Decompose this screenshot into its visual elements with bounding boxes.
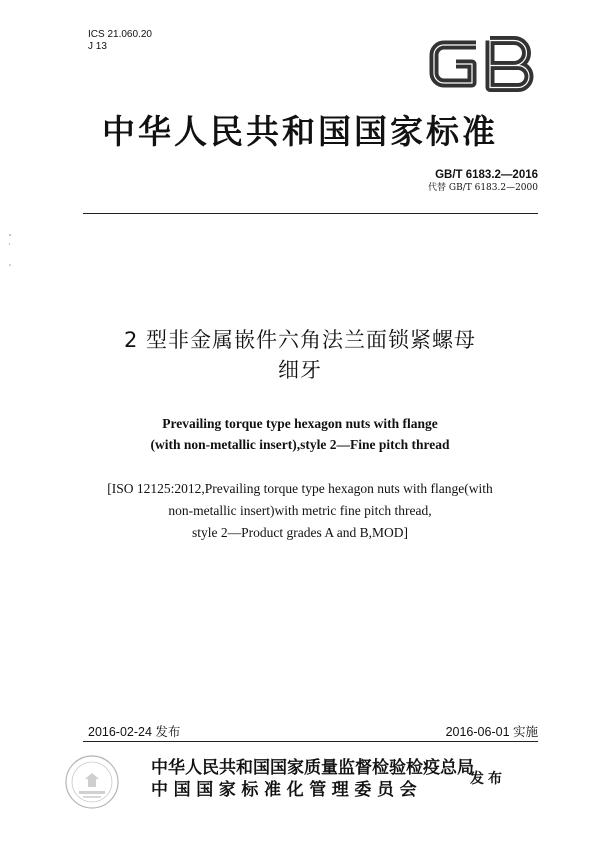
chinese-title [0, 325, 600, 385]
official-seal-icon [63, 753, 121, 811]
publish-label: 发布 [470, 771, 506, 787]
footer-divider [83, 741, 538, 742]
iso-reference-line3: style 2—Product grades A and B,MOD] [192, 525, 408, 540]
issuer-aqsiq: 中华人民共和国国家质量监督检验检疫总局 [151, 758, 474, 778]
issuing-authorities [151, 757, 474, 801]
chinese-title-line1: 2 型非金属嵌件六角法兰面锁紧螺母 [123, 328, 477, 352]
standard-category-title: 中华人民共和国国家标准 [102, 112, 498, 151]
classification-codes [88, 29, 152, 53]
scan-marks [7, 232, 13, 272]
issuer-sac: 中国国家标准化管理委员会 [151, 780, 423, 800]
english-title [0, 413, 600, 455]
issue-date: 2016-02-24 发布 [88, 725, 181, 739]
gb-logo-icon [428, 36, 538, 92]
header-divider [83, 213, 538, 214]
ics-code: ICS 21.060.20 [88, 29, 152, 40]
chinese-title-line2: 细牙 [278, 358, 322, 382]
ccs-code: J 13 [88, 41, 107, 52]
iso-reference-line1: [ISO 12125:2012,Prevailing torque type hexagon nuts with flange(with [107, 481, 493, 496]
english-title-line1: Prevailing torque type hexagon nuts with flange [162, 416, 438, 431]
english-title-line2: (with non-metallic insert),style 2—Fine pitch thread [150, 437, 450, 452]
replaces-standard: 代替 GB/T 6183.2—2000 [428, 183, 538, 193]
standard-number: GB/T 6183.2—2016 [435, 169, 538, 181]
implementation-date: 2016-06-01 实施 [445, 725, 538, 739]
iso-reference [0, 478, 600, 544]
iso-reference-line2: non-metallic insert)with metric fine pitch thread, [168, 503, 432, 518]
